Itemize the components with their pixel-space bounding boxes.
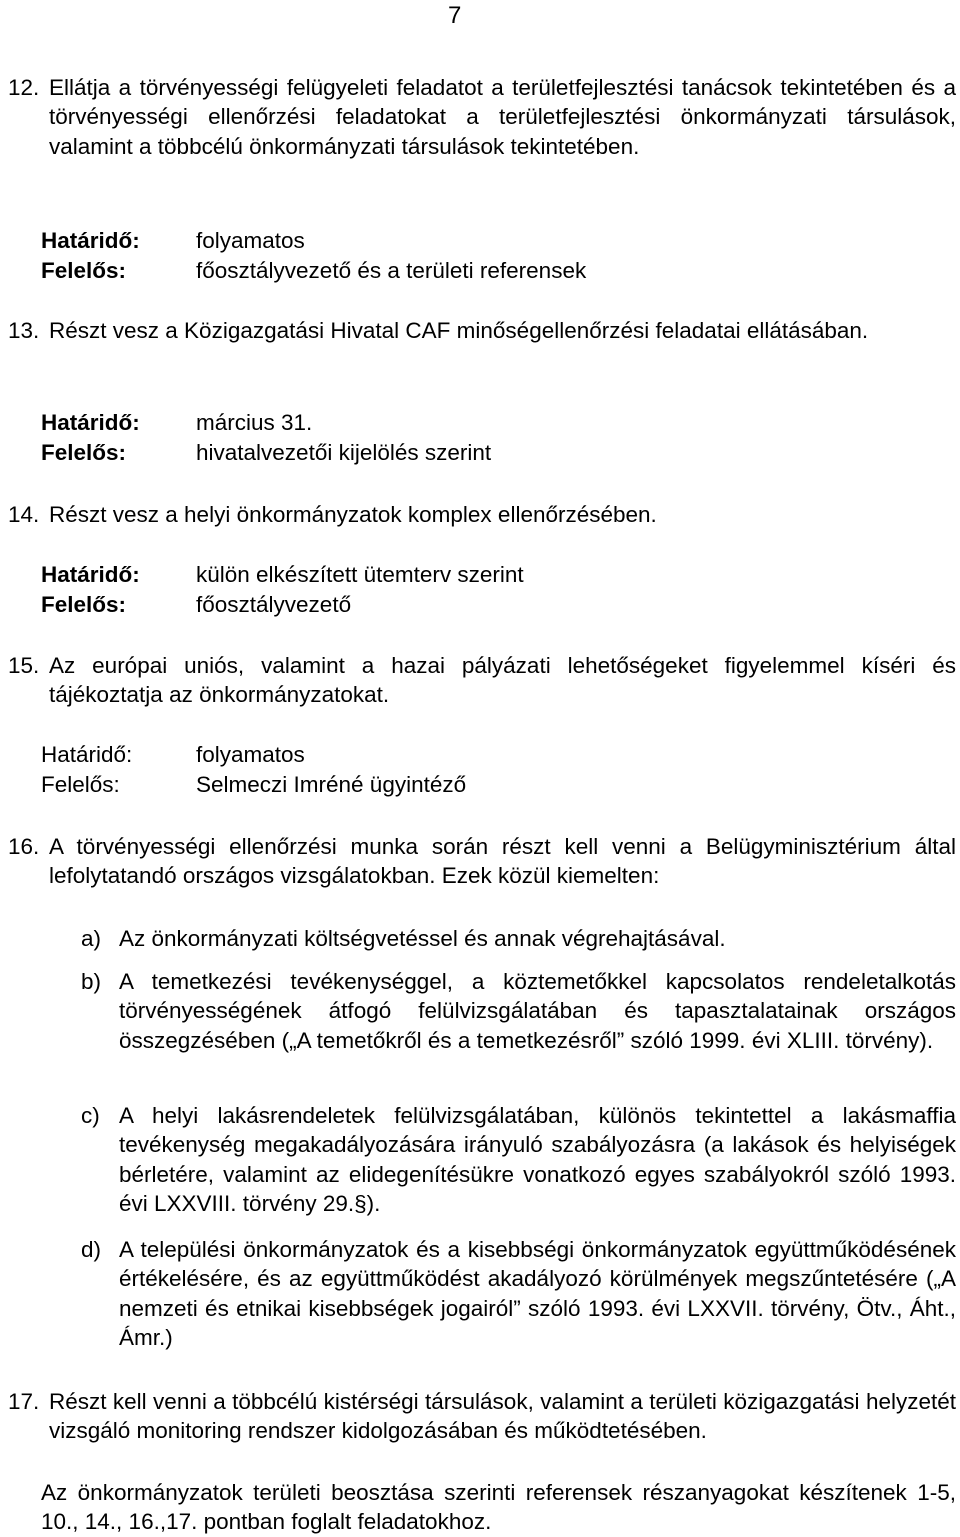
item-text: Részt vesz a Közigazgatási Hivatal CAF minőségellenőrzési feladatai ellátásában. bbox=[49, 318, 869, 343]
owner-label: Felelős: bbox=[41, 258, 127, 283]
owner-row bbox=[41, 770, 941, 800]
sub-item-mark: a) bbox=[81, 926, 102, 951]
deadline-row bbox=[41, 408, 941, 438]
deadline-row bbox=[41, 740, 941, 770]
deadline-label: Határidő: bbox=[41, 228, 140, 253]
sub-item-a bbox=[81, 924, 956, 953]
sub-item-d bbox=[81, 1235, 956, 1353]
item-text: A törvényességi ellenőrzési munka során részt kell venni a Belügyminisztérium által lefolytatandó országos vizsgálatokban. Ezek közül kiemelten: bbox=[49, 834, 956, 889]
sub-item-mark: d) bbox=[81, 1237, 102, 1262]
owner-value: Selmeczi Imréné ügyintéző bbox=[196, 772, 467, 797]
sub-item-text: A települési önkormányzatok és a kisebbségi önkormányzatok együttműködésének értékelésére, és az együttműködést akadályozó körülmények megszűntetésére („A nemzeti és etnikai kisebbségek jogairól” szóló 1993. évi LXXVII. törvény, Ötv., Áht., Ámr.) bbox=[119, 1237, 956, 1351]
item-number: 17. bbox=[8, 1389, 40, 1414]
sub-item-mark: b) bbox=[81, 969, 102, 994]
task-item-14 bbox=[8, 500, 956, 529]
sub-item-c bbox=[81, 1101, 956, 1219]
owner-value: főosztályvezető bbox=[196, 592, 352, 617]
item-text: Ellátja a törvényességi felügyeleti feladatot a területfejlesztési tanácsok tekintetében és a törvényességi ellenőrzési feladatokat a területfejlesztési önkormányzati társulások, valamint a többcélú önkormányzati társulások tekintetében. bbox=[49, 75, 956, 159]
task-item-13 bbox=[8, 316, 956, 345]
owner-label: Felelős: bbox=[41, 440, 127, 465]
sub-item-text: A helyi lakásrendeletek felülvizsgálatában, különös tekintettel a lakásmaffia tevékenység megakadályozására irányuló szabályozásra (a lakások és helyiségek bérletére, valamint az elidegenítésükre vonatkozó egyes szabályokról szóló 1993. évi LXXVIII. törvény 29.§). bbox=[119, 1103, 956, 1217]
deadline-value: külön elkészített ütemterv szerint bbox=[196, 562, 524, 587]
page-number: 7 bbox=[448, 2, 462, 29]
deadline-value: folyamatos bbox=[196, 742, 305, 767]
item-text: Részt kell venni a többcélú kistérségi társulások, valamint a területi közigazgatási helyzetét vizsgáló monitoring rendszer kidolgozásában és működtetésében. bbox=[49, 1389, 956, 1444]
deadline-row bbox=[41, 560, 941, 590]
item-number: 16. bbox=[8, 834, 40, 859]
deadline-row bbox=[41, 226, 941, 256]
owner-value: hivatalvezetői kijelölés szerint bbox=[196, 440, 492, 465]
deadline-label: Határidő: bbox=[41, 742, 133, 767]
sub-item-text: Az önkormányzati költségvetéssel és annak végrehajtásával. bbox=[119, 926, 726, 951]
task-item-16 bbox=[8, 832, 956, 891]
owner-value: főosztályvezető és a területi referensek bbox=[196, 258, 587, 283]
owner-row bbox=[41, 590, 941, 620]
sub-item-b bbox=[81, 967, 956, 1055]
owner-row bbox=[41, 438, 941, 468]
task-item-15 bbox=[8, 651, 956, 710]
closing-note: Az önkormányzatok területi beosztása szerinti referensek részanyagokat készítenek 1-5, 10., 14., 16.,17. pontban foglalt feladatokhoz. bbox=[41, 1480, 956, 1535]
sub-item-mark: c) bbox=[81, 1103, 100, 1128]
owner-label: Felelős: bbox=[41, 592, 127, 617]
item-number: 14. bbox=[8, 502, 40, 527]
deadline-label: Határidő: bbox=[41, 410, 140, 435]
item-text: Részt vesz a helyi önkormányzatok komplex ellenőrzésében. bbox=[49, 502, 657, 527]
item-number: 13. bbox=[8, 318, 40, 343]
deadline-value: március 31. bbox=[196, 410, 313, 435]
owner-label: Felelős: bbox=[41, 772, 120, 797]
item-number: 12. bbox=[8, 75, 40, 100]
deadline-value: folyamatos bbox=[196, 228, 305, 253]
sub-item-text: A temetkezési tevékenységgel, a köztemetőkkel kapcsolatos rendeletalkotás törvényességének átfogó felülvizsgálatában és tapasztalatainak országos összegzésében („A temetőkről és a temetkezésről” szóló 1999. évi XLIII. törvény). bbox=[119, 969, 956, 1053]
item-text: Az európai uniós, valamint a hazai pályázati lehetőségeket figyelemmel kíséri és tájékoztatja az önkormányzatokat. bbox=[49, 653, 956, 708]
owner-row bbox=[41, 256, 941, 286]
task-item-17 bbox=[8, 1387, 956, 1446]
task-item-12 bbox=[8, 73, 956, 161]
item-number: 15. bbox=[8, 653, 40, 678]
deadline-label: Határidő: bbox=[41, 562, 140, 587]
